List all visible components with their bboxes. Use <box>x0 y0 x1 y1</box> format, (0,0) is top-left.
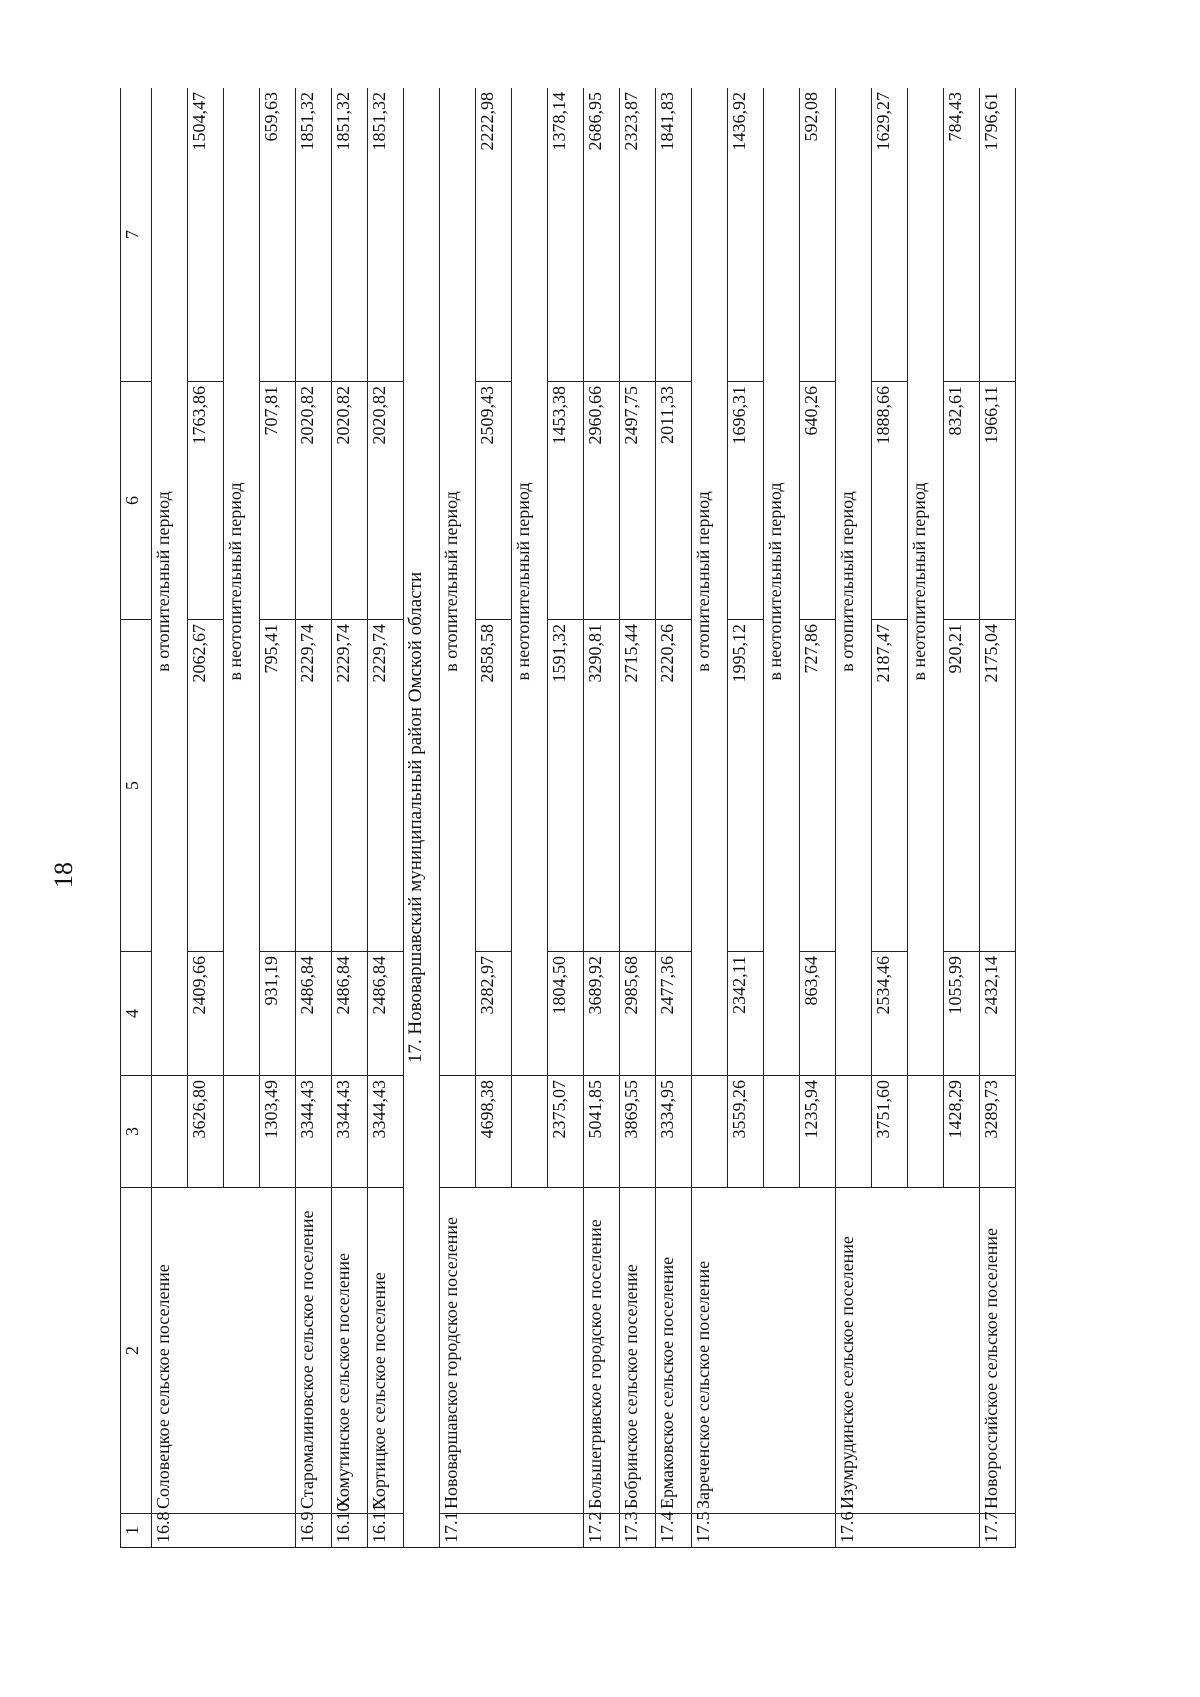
empty-cell <box>764 1076 800 1188</box>
settlement-name: Новороссийское сельское поселение <box>980 1188 1016 1514</box>
value-cell-col-6: 2011,33 <box>656 382 692 620</box>
column-header-6: 6 <box>121 382 152 620</box>
row-code: 17.3 <box>620 1514 656 1548</box>
value-cell-col-6: 1763,86 <box>188 382 224 620</box>
value-cell-col-4: 2342,11 <box>728 952 764 1076</box>
value-cell-col-6: 2509,43 <box>476 382 512 620</box>
value-cell-col-4: 2985,68 <box>620 952 656 1076</box>
value-cell-col-5: 727,86 <box>800 620 836 952</box>
value-cell-col-5: 2220,26 <box>656 620 692 952</box>
value-cell-col-3: 3559,26 <box>728 1076 764 1188</box>
value-cell-col-4: 863,64 <box>800 952 836 1076</box>
column-header-5: 5 <box>121 620 152 952</box>
value-cell-col-7: 2323,87 <box>620 88 656 382</box>
settlement-name: Нововаршавское городское поселение <box>440 1188 584 1514</box>
section-row <box>404 88 440 1548</box>
settlement-name: Зареченское сельское поселение <box>692 1188 836 1514</box>
column-header-1: 1 <box>121 1514 152 1548</box>
table-row <box>296 88 332 1548</box>
value-cell-col-3: 2375,07 <box>548 1076 584 1188</box>
value-cell-col-3: 3751,60 <box>872 1076 908 1188</box>
value-cell-col-4: 2534,46 <box>872 952 908 1076</box>
value-cell-col-4: 1804,50 <box>548 952 584 1076</box>
settlement-name: Бобринское сельское поселение <box>620 1188 656 1514</box>
value-cell-col-6: 2020,82 <box>332 382 368 620</box>
period-label: в отопительный период <box>692 88 728 1076</box>
row-code: 16.8 <box>152 1514 296 1548</box>
column-header-7: 7 <box>121 88 152 382</box>
value-cell-col-6: 2020,82 <box>296 382 332 620</box>
settlement-name: Большегривское городское поселение <box>584 1188 620 1514</box>
value-cell-col-3: 1303,49 <box>260 1076 296 1188</box>
row-code: 17.4 <box>656 1514 692 1548</box>
period-label: в отопительный период <box>152 88 188 1076</box>
header-row <box>121 88 152 1548</box>
value-cell-col-4: 2477,36 <box>656 952 692 1076</box>
value-cell-col-7: 1436,92 <box>728 88 764 382</box>
period-label: в неотопительный период <box>908 88 944 1076</box>
period-row <box>836 88 872 1548</box>
empty-cell <box>908 1076 944 1188</box>
row-code: 16.11 <box>368 1514 404 1548</box>
column-header-2: 2 <box>121 1188 152 1514</box>
value-cell-col-4: 931,19 <box>260 952 296 1076</box>
value-cell-col-3: 3344,43 <box>296 1076 332 1188</box>
value-cell-col-4: 2486,84 <box>368 952 404 1076</box>
column-header-3: 3 <box>121 1076 152 1188</box>
value-cell-col-3: 3626,80 <box>188 1076 224 1188</box>
value-cell-col-3: 5041,85 <box>584 1076 620 1188</box>
table-row <box>584 88 620 1548</box>
value-cell-col-7: 1378,14 <box>548 88 584 382</box>
value-cell-col-3: 3344,43 <box>368 1076 404 1188</box>
empty-cell <box>152 1076 188 1188</box>
value-cell-col-4: 3282,97 <box>476 952 512 1076</box>
value-cell-col-3: 3869,55 <box>620 1076 656 1188</box>
empty-cell <box>512 1076 548 1188</box>
value-cell-col-5: 2062,67 <box>188 620 224 952</box>
period-label: в отопительный период <box>440 88 476 1076</box>
value-cell-col-5: 795,41 <box>260 620 296 952</box>
value-cell-col-5: 2229,74 <box>296 620 332 952</box>
value-cell-col-4: 2486,84 <box>296 952 332 1076</box>
page-number: 18 <box>49 862 78 888</box>
value-cell-col-6: 2020,82 <box>368 382 404 620</box>
value-cell-col-7: 1504,47 <box>188 88 224 382</box>
period-label: в неотопительный период <box>224 88 260 1076</box>
settlement-name: Старомалиновское сельское поселение <box>296 1188 332 1514</box>
value-cell-col-6: 1966,11 <box>980 382 1016 620</box>
value-cell-col-6: 2497,75 <box>620 382 656 620</box>
value-cell-col-7: 1851,32 <box>368 88 404 382</box>
value-cell-col-3: 3289,73 <box>980 1076 1016 1188</box>
column-header-4: 4 <box>121 952 152 1076</box>
value-cell-col-5: 2229,74 <box>368 620 404 952</box>
empty-cell <box>440 1076 476 1188</box>
value-cell-col-5: 2187,47 <box>872 620 908 952</box>
table-row <box>980 88 1016 1548</box>
value-cell-col-7: 2686,95 <box>584 88 620 382</box>
value-cell-col-5: 2858,58 <box>476 620 512 952</box>
value-cell-col-7: 1841,83 <box>656 88 692 382</box>
empty-cell <box>836 1076 872 1188</box>
period-row <box>152 88 188 1548</box>
value-cell-col-6: 707,81 <box>260 382 296 620</box>
value-cell-col-5: 3290,81 <box>584 620 620 952</box>
value-cell-col-7: 1796,61 <box>980 88 1016 382</box>
value-cell-col-6: 1696,31 <box>728 382 764 620</box>
period-row <box>692 88 728 1548</box>
settlement-name: Изумрудинское сельское поселение <box>836 1188 980 1514</box>
value-cell-col-4: 1055,99 <box>944 952 980 1076</box>
value-cell-col-5: 1591,32 <box>548 620 584 952</box>
section-title: 17. Нововаршавский муниципальный район Омской области <box>404 88 440 1548</box>
value-cell-col-5: 2715,44 <box>620 620 656 952</box>
value-cell-col-3: 1235,94 <box>800 1076 836 1188</box>
value-cell-col-5: 2229,74 <box>332 620 368 952</box>
table-row <box>332 88 368 1548</box>
period-label: в отопительный период <box>836 88 872 1076</box>
value-cell-col-6: 640,26 <box>800 382 836 620</box>
value-cell-col-7: 659,63 <box>260 88 296 382</box>
table-container <box>120 88 1082 1548</box>
value-cell-col-6: 2960,66 <box>584 382 620 620</box>
value-cell-col-5: 2175,04 <box>980 620 1016 952</box>
period-label: в неотопительный период <box>764 88 800 1076</box>
settlement-name: Хомутинское сельское поселение <box>332 1188 368 1514</box>
row-code: 16.9 <box>296 1514 332 1548</box>
value-cell-col-6: 1453,38 <box>548 382 584 620</box>
table-row <box>620 88 656 1548</box>
table-row <box>368 88 404 1548</box>
settlement-name: Ермаковское сельское поселение <box>656 1188 692 1514</box>
value-cell-col-7: 1629,27 <box>872 88 908 382</box>
value-cell-col-6: 832,61 <box>944 382 980 620</box>
value-cell-col-4: 2432,14 <box>980 952 1016 1076</box>
value-cell-col-4: 2486,84 <box>332 952 368 1076</box>
value-cell-col-7: 1851,32 <box>332 88 368 382</box>
value-cell-col-4: 2409,66 <box>188 952 224 1076</box>
value-cell-col-7: 592,08 <box>800 88 836 382</box>
value-cell-col-6: 1888,66 <box>872 382 908 620</box>
value-cell-col-7: 1851,32 <box>296 88 332 382</box>
value-cell-col-7: 784,43 <box>944 88 980 382</box>
value-cell-col-3: 1428,29 <box>944 1076 980 1188</box>
period-row <box>440 88 476 1548</box>
value-cell-col-5: 1995,12 <box>728 620 764 952</box>
row-code: 17.7 <box>980 1514 1016 1548</box>
value-cell-col-5: 920,21 <box>944 620 980 952</box>
empty-cell <box>692 1076 728 1188</box>
settlement-name: Соловецкое сельское поселение <box>152 1188 296 1514</box>
table-row <box>656 88 692 1548</box>
row-code: 17.1 <box>440 1514 584 1548</box>
table-body <box>121 88 1016 1548</box>
value-cell-col-7: 2222,98 <box>476 88 512 382</box>
value-cell-col-3: 3344,43 <box>332 1076 368 1188</box>
row-code: 16.10 <box>332 1514 368 1548</box>
row-code: 17.2 <box>584 1514 620 1548</box>
row-code: 17.6 <box>836 1514 980 1548</box>
period-label: в неотопительный период <box>512 88 548 1076</box>
settlement-name: Хортицкое сельское поселение <box>368 1188 404 1514</box>
value-cell-col-3: 3334,95 <box>656 1076 692 1188</box>
value-cell-col-4: 3689,92 <box>584 952 620 1076</box>
empty-cell <box>224 1076 260 1188</box>
value-cell-col-3: 4698,38 <box>476 1076 512 1188</box>
tariff-table <box>120 88 1016 1548</box>
row-code: 17.5 <box>692 1514 836 1548</box>
